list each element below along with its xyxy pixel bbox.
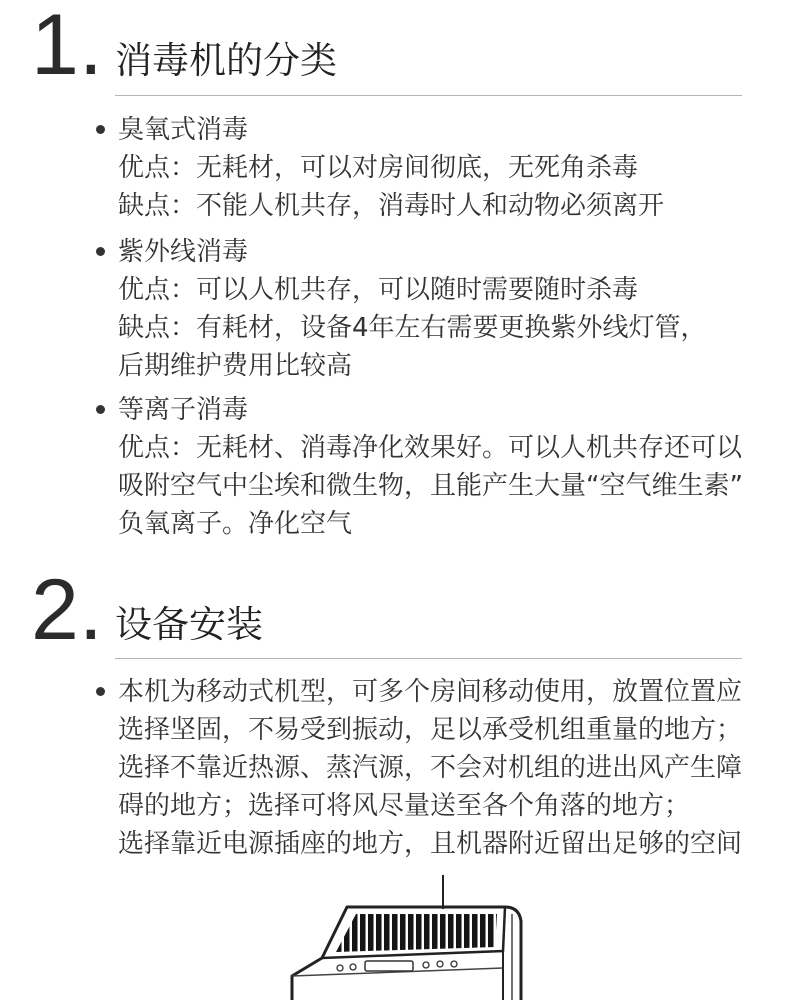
- item-pros: 优点：可以人机共存，可以随时需要随时杀毒: [118, 275, 639, 305]
- item-heading: 紫外线消毒: [118, 237, 249, 267]
- paragraph-line: 本机为移动式机型，可多个房间移动使用，放置位置应: [118, 677, 743, 707]
- button-icon: [451, 961, 457, 967]
- bullet-dot: [96, 125, 105, 134]
- paragraph-line: 选择不靠近热源、蒸汽源，不会对机组的进出风产生障: [118, 753, 743, 783]
- paragraph-line: 选择靠近电源插座的地方，且机器附近留出足够的空间: [118, 829, 743, 859]
- item-pros: 优点：无耗材，可以对房间彻底，无死角杀毒: [118, 153, 639, 183]
- button-icon: [437, 961, 443, 967]
- air-purifier-illustration: [0, 860, 800, 1000]
- section-divider: [115, 658, 742, 659]
- section-number: 1.: [31, 0, 103, 93]
- paragraph-line: 选择坚固，不易受到振动，足以承受机组重量的地方；: [118, 715, 743, 745]
- section-title: 消毒机的分类: [115, 39, 337, 82]
- control-panel-edge: [292, 968, 503, 976]
- grille: [336, 914, 497, 952]
- item-cons: 缺点：不能人机共存，消毒时人和动物必须离开: [118, 191, 665, 221]
- item-pros-continued: 负氧离子。净化空气: [118, 509, 353, 539]
- item-heading: 臭氧式消毒: [118, 115, 249, 145]
- item-pros: 优点：无耗材、消毒净化效果好。可以人机共存还可以: [118, 433, 743, 463]
- paragraph-line: 碍的地方；选择可将风尽量送至各个角落的地方；: [118, 791, 691, 821]
- bullet-dot: [96, 405, 105, 414]
- button-icon: [350, 964, 356, 970]
- button-icon: [337, 965, 343, 971]
- item-cons: 缺点：有耗材，设备4年左右需要更换紫外线灯管，: [118, 313, 707, 343]
- item-heading: 等离子消毒: [118, 395, 249, 425]
- item-cons-continued: 后期维护费用比较高: [118, 351, 353, 381]
- list-item-uv: [118, 233, 707, 385]
- list-item-ozone: [118, 111, 664, 225]
- section-divider: [115, 95, 742, 96]
- section-title: 设备安装: [115, 603, 263, 646]
- button-icon: [423, 962, 429, 968]
- list-item-plasma: [118, 391, 743, 543]
- bullet-dot: [96, 247, 105, 256]
- section-number: 2.: [31, 562, 103, 658]
- display-screen: [365, 961, 413, 971]
- list-item-installation: [118, 673, 742, 863]
- item-pros-continued: 吸附空气中尘埃和微生物，且能产生大量“空气维生素”: [118, 471, 743, 501]
- bullet-dot: [96, 687, 105, 696]
